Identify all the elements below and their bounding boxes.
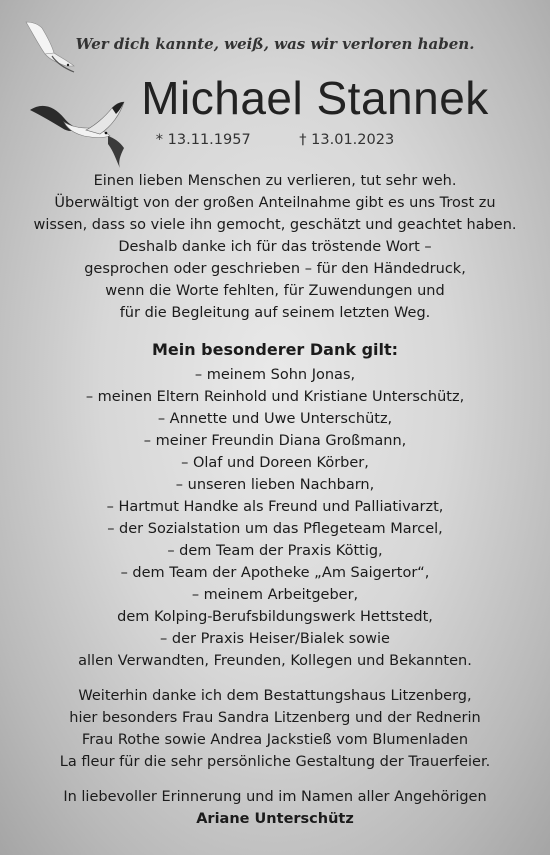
thanks-item: dem Kolping-Berufsbildungswerk Hettstedt, [117,609,433,625]
intro-line: wenn die Worte fehlten, für Zuwendungen und [105,283,445,299]
life-dates [0,132,550,148]
intro-line: Überwältigt von der großen Anteilnahme gibt es uns Trost zu [54,195,496,211]
thanks-item: – der Praxis Heiser/Bialek sowie [160,631,390,647]
further-line: La fleur für die sehr persönliche Gestaltung der Trauerfeier. [59,754,491,770]
thanks-item: – unseren lieben Nachbarn, [175,477,375,493]
intro-line: gesprochen oder geschrieben – für den Händedruck, [84,261,466,277]
thanks-heading: Mein besonderer Dank gilt: [151,340,399,359]
thanks-item: – dem Team der Apotheke „Am Saigertor“, [120,565,430,581]
intro-line: Einen lieben Menschen zu verlieren, tut sehr weh. [93,173,457,189]
thanks-item: – der Sozialstation um das Pflegeteam Marcel, [107,521,443,537]
thanks-list [0,364,550,672]
intro-line: für die Begleitung auf seinem letzten Weg. [119,305,431,321]
intro-text [0,170,550,324]
motto: Wer dich kannte, weiß, was wir verloren haben. [75,35,475,53]
further-line: hier besonders Frau Sandra Litzenberg und der Rednerin [69,710,481,726]
thanks-item: – meinem Arbeitgeber, [191,587,359,603]
death-date: † 13.01.2023 [299,132,395,148]
thanks-item: – Hartmut Handke als Freund und Palliativarzt, [106,499,444,515]
deceased-name: Michael Stannek [141,72,489,124]
thanks-item: – dem Team der Praxis Köttig, [167,543,383,559]
intro-line: wissen, dass so viele ihn gemocht, geschätzt und geachtet haben. [33,217,517,233]
closing-line: In liebevoller Erinnerung und im Namen aller Angehörigen [63,789,487,805]
thanks-item: – Olaf und Doreen Körber, [181,455,369,471]
further-thanks [0,685,550,773]
thanks-item: – meinen Eltern Reinhold und Kristiane Unterschütz, [85,389,465,405]
intro-line: Deshalb danke ich für das tröstende Wort – [118,239,432,255]
thanks-item: – meinem Sohn Jonas, [194,367,356,383]
closing [0,786,550,830]
birth-date: * 13.11.1957 [155,132,251,148]
thanks-item: – meiner Freundin Diana Großmann, [143,433,407,449]
further-line: Frau Rothe sowie Andrea Jackstieß vom Blumenladen [81,732,469,748]
thanks-item: – Annette und Uwe Unterschütz, [157,411,393,427]
further-line: Weiterhin danke ich dem Bestattungshaus Litzenberg, [78,688,472,704]
thanks-item: allen Verwandten, Freunden, Kollegen und Bekannten. [78,653,472,669]
signer-name: Ariane Unterschütz [196,811,354,827]
